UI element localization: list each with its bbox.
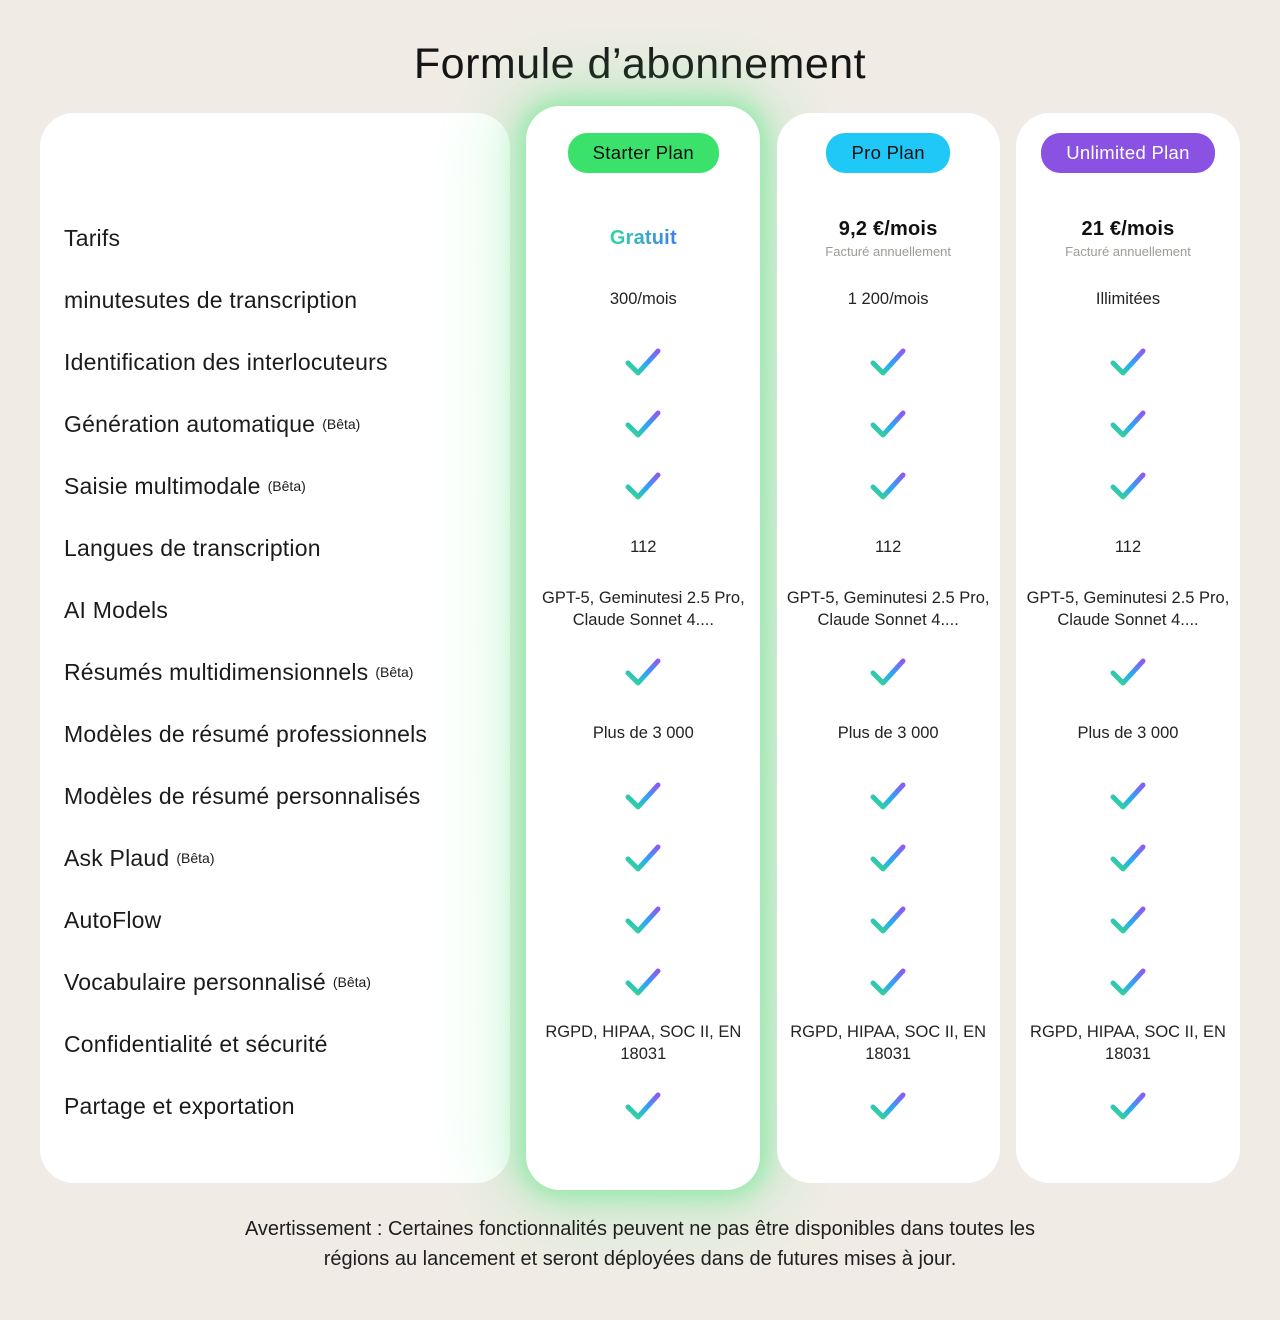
- pricing-page: [0, 40, 1280, 1275]
- check-icon: [623, 905, 663, 935]
- check-icon: [623, 347, 663, 377]
- plan-value-row: [526, 641, 760, 703]
- check-icon: [623, 843, 663, 873]
- check-icon: [623, 967, 663, 997]
- plan-value-row: [777, 455, 1000, 517]
- feature-label: Partage et exportation: [64, 1092, 295, 1119]
- plan-value-row: [1016, 579, 1240, 641]
- plan-value: 112: [630, 538, 657, 557]
- plan-value-row: [777, 889, 1000, 951]
- plan-value-row: [526, 269, 760, 331]
- feature-label: Résumés multidimensionnels: [64, 658, 369, 685]
- disclaimer: [0, 1214, 1280, 1275]
- plan-value-row: [777, 331, 1000, 393]
- plan-value: GPT-5, Geminutesi 2.5 Pro, Claude Sonnet 4....: [541, 589, 745, 629]
- plan-value: Plus de 3 000: [592, 724, 694, 743]
- feature-label-row: [40, 393, 510, 455]
- plan-value-row: [526, 765, 760, 827]
- plan-value-row: [526, 951, 760, 1013]
- plan-price-block: [825, 218, 951, 259]
- feature-label-row: [40, 455, 510, 517]
- feature-label-row: [40, 207, 510, 269]
- check-icon: [623, 409, 663, 439]
- plan-value: 1 200/mois: [847, 290, 929, 309]
- plan-header-pro: [777, 113, 1000, 207]
- feature-label: Identification des interlocuteurs: [64, 348, 388, 375]
- feature-label: Modèles de résumé personnalisés: [64, 782, 421, 809]
- billing-note: Facturé annuellement: [825, 243, 952, 259]
- plan-value: Plus de 3 000: [1077, 724, 1179, 743]
- check-icon: [1108, 905, 1148, 935]
- feature-label-row: [40, 765, 510, 827]
- feature-label-row: [40, 331, 510, 393]
- check-icon: [1108, 657, 1148, 687]
- feature-label: Modèles de résumé professionnels: [64, 720, 428, 747]
- plan-value-row: [1016, 1013, 1240, 1075]
- plan-value-row: [526, 331, 760, 393]
- plan-value: 112: [1114, 538, 1142, 557]
- plan-value-row: [526, 393, 760, 455]
- plan-price: 9,2 €/mois: [838, 217, 938, 240]
- plan-value-row: [526, 889, 760, 951]
- feature-label-row: [40, 1013, 510, 1075]
- feature-label-row: [40, 703, 510, 765]
- check-icon: [623, 1091, 663, 1121]
- plan-value: RGPD, HIPAA, SOC II, EN 18031: [545, 1023, 742, 1063]
- plan-badge-unlimited[interactable]: Unlimited Plan: [1041, 133, 1214, 173]
- plan-value-row: [777, 517, 1000, 579]
- plan-value-row: [526, 579, 760, 641]
- plan-value-row: [1016, 641, 1240, 703]
- plan-value: 300/mois: [609, 290, 677, 309]
- check-icon: [1108, 843, 1148, 873]
- feature-label: AutoFlow: [64, 906, 162, 933]
- feature-beta-tag: (Bêta): [322, 416, 361, 432]
- feature-label-row: [40, 641, 510, 703]
- check-icon: [1108, 347, 1148, 377]
- feature-label-row: [40, 1075, 510, 1137]
- plan-value-row: [526, 1013, 760, 1075]
- check-icon: [623, 781, 663, 811]
- plan-value-row: [1016, 455, 1240, 517]
- plan-badge-starter[interactable]: Starter Plan: [568, 133, 719, 173]
- plan-value-row: [526, 827, 760, 889]
- feature-label: AI Models: [64, 596, 169, 623]
- feature-label: Ask Plaud: [64, 844, 170, 871]
- plan-card-unlimited: [1016, 113, 1240, 1183]
- feature-label: Langues de transcription: [64, 534, 321, 561]
- check-icon: [623, 471, 663, 501]
- feature-label-row: [40, 827, 510, 889]
- plan-value: 112: [875, 538, 902, 557]
- check-icon: [868, 843, 908, 873]
- check-icon: [868, 967, 908, 997]
- check-icon: [868, 657, 908, 687]
- plan-value-row: [777, 579, 1000, 641]
- feature-label: minutesutes de transcription: [64, 286, 358, 313]
- check-icon: [1108, 409, 1148, 439]
- disclaimer-line-1: Avertissement : Certaines fonctionnalités peuvent ne pas être disponibles dans toutes les: [244, 1218, 1036, 1240]
- plan-value-row: [777, 765, 1000, 827]
- plan-value-row: [777, 827, 1000, 889]
- plan-value-row: [526, 207, 760, 269]
- plan-value-row: [1016, 765, 1240, 827]
- plan-price-block: [1065, 218, 1191, 259]
- feature-beta-tag: (Bêta): [375, 664, 414, 680]
- plan-value-row: [1016, 1075, 1240, 1137]
- plan-value-row: [1016, 331, 1240, 393]
- plan-header-starter: [526, 106, 760, 207]
- feature-label: Vocabulaire personnalisé: [64, 968, 326, 995]
- check-icon: [1108, 967, 1148, 997]
- plan-value-row: [777, 703, 1000, 765]
- plan-value-row: [526, 455, 760, 517]
- check-icon: [868, 471, 908, 501]
- plan-card-starter: [526, 106, 760, 1190]
- feature-label-row: [40, 889, 510, 951]
- check-icon: [1108, 1091, 1148, 1121]
- plan-value: RGPD, HIPAA, SOC II, EN 18031: [1030, 1023, 1226, 1063]
- plan-price: 21 €/mois: [1081, 217, 1175, 240]
- plan-value-row: [526, 517, 760, 579]
- plan-value-row: [1016, 889, 1240, 951]
- plan-value-row: [1016, 207, 1240, 269]
- plan-value-row: [1016, 827, 1240, 889]
- check-icon: [868, 347, 908, 377]
- check-icon: [1108, 781, 1148, 811]
- plan-value-row: [777, 1013, 1000, 1075]
- plan-value-row: [777, 393, 1000, 455]
- plan-value-row: [777, 1075, 1000, 1137]
- feature-label-row: [40, 269, 510, 331]
- plan-value-row: [777, 951, 1000, 1013]
- plan-value-row: [777, 269, 1000, 331]
- plan-value: Illimitées: [1095, 290, 1161, 309]
- check-icon: [623, 657, 663, 687]
- features-column: [40, 113, 510, 1183]
- plan-header-unlimited: [1016, 113, 1240, 207]
- check-icon: [868, 1091, 908, 1121]
- check-icon: [1108, 471, 1148, 501]
- plan-card-pro: [777, 113, 1000, 1183]
- plan-value-row: [526, 703, 760, 765]
- plan-value: GPT-5, Geminutesi 2.5 Pro, Claude Sonnet 4....: [786, 589, 990, 629]
- plan-value: RGPD, HIPAA, SOC II, EN 18031: [790, 1023, 987, 1063]
- plan-value-row: [526, 1075, 760, 1137]
- plan-value-row: [1016, 269, 1240, 331]
- disclaimer-line-2: régions au lancement et seront déployées dans de futures mises à jour.: [323, 1248, 957, 1271]
- check-icon: [868, 409, 908, 439]
- plan-value-row: [777, 641, 1000, 703]
- feature-beta-tag: (Bêta): [176, 850, 215, 866]
- plan-value: Plus de 3 000: [837, 724, 939, 743]
- feature-label: Saisie multimodale: [64, 472, 261, 499]
- plan-value-row: [1016, 703, 1240, 765]
- plan-price-free: Gratuit: [609, 226, 677, 249]
- feature-label-row: [40, 517, 510, 579]
- billing-note: Facturé annuellement: [1065, 243, 1191, 259]
- feature-label-row: [40, 579, 510, 641]
- plan-value: GPT-5, Geminutesi 2.5 Pro, Claude Sonnet 4....: [1026, 589, 1230, 629]
- feature-label: Confidentialité et sécurité: [64, 1030, 328, 1057]
- check-icon: [868, 781, 908, 811]
- plan-value-row: [777, 207, 1000, 269]
- plan-value-row: [1016, 951, 1240, 1013]
- feature-label-row: [40, 951, 510, 1013]
- feature-label: Génération automatique: [64, 410, 316, 437]
- feature-beta-tag: (Bêta): [267, 478, 306, 494]
- feature-beta-tag: (Bêta): [332, 974, 371, 990]
- plan-badge-pro[interactable]: Pro Plan: [826, 133, 949, 173]
- plan-value-row: [1016, 517, 1240, 579]
- plan-value-row: [1016, 393, 1240, 455]
- check-icon: [868, 905, 908, 935]
- pricing-table: [40, 113, 1240, 1190]
- page-title: Formule d’abonnement: [413, 40, 867, 88]
- features-header-spacer: [40, 113, 510, 207]
- feature-label: Tarifs: [64, 224, 121, 251]
